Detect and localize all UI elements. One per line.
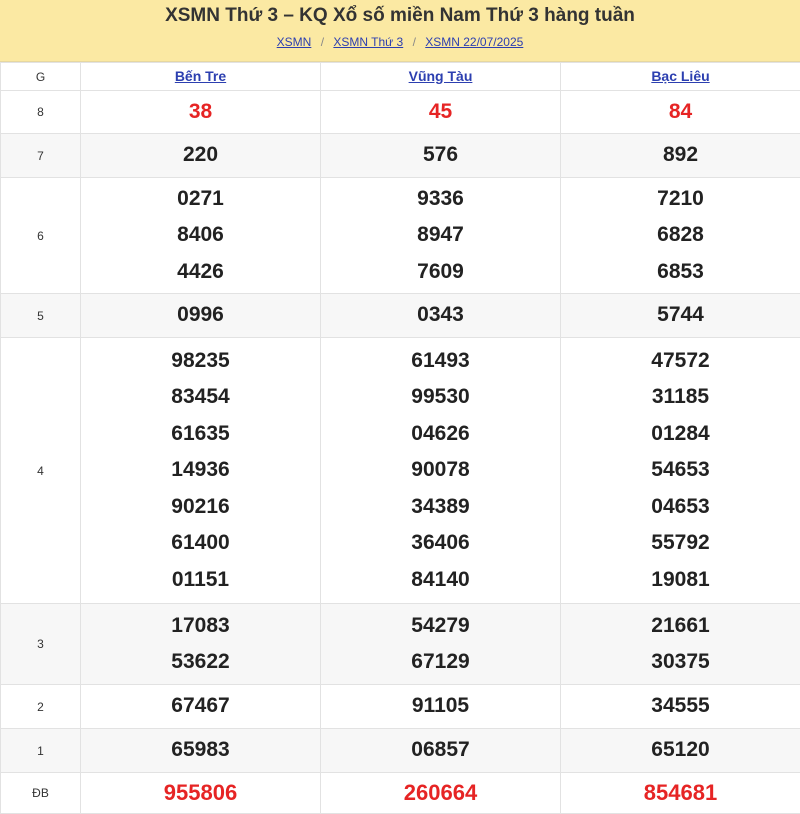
- table-row-g1: [1, 729, 800, 773]
- result-number: 220: [81, 137, 320, 174]
- table-row-g6: [1, 178, 800, 294]
- result-number: 65120: [561, 732, 800, 769]
- prize-column-header: G: [1, 63, 81, 91]
- breadcrumb-separator: /: [413, 35, 416, 49]
- result-number: 01151: [81, 562, 320, 599]
- table-row-g4: [1, 338, 800, 604]
- result-cell: [321, 91, 561, 134]
- result-number: 21661: [561, 608, 800, 645]
- result-cell: [321, 773, 561, 814]
- page-title: XSMN Thứ 3 – KQ Xổ số miền Nam Thứ 3 hàng tuần: [0, 5, 800, 27]
- result-number: 54653: [561, 452, 800, 489]
- result-number: 45: [321, 94, 560, 131]
- result-cell: [321, 685, 561, 729]
- result-cell: [81, 134, 321, 178]
- result-cell: [561, 178, 800, 294]
- result-number: 5744: [561, 297, 800, 334]
- result-number: 0996: [81, 297, 320, 334]
- result-cell: [81, 604, 321, 685]
- prize-label: 6: [1, 178, 81, 294]
- result-number: 84140: [321, 562, 560, 599]
- result-number: 38: [81, 94, 320, 131]
- result-cell: [561, 604, 800, 685]
- prize-label: 7: [1, 134, 81, 178]
- result-cell: [561, 91, 800, 134]
- result-number: 67467: [81, 688, 320, 725]
- result-number: 14936: [81, 452, 320, 489]
- breadcrumb: [0, 35, 800, 49]
- result-number: 0271: [81, 181, 320, 218]
- result-cell: [561, 134, 800, 178]
- result-number: 04626: [321, 416, 560, 453]
- province-link-baclieu[interactable]: Bạc Liêu: [651, 68, 709, 84]
- result-cell: [561, 685, 800, 729]
- result-number: 98235: [81, 343, 320, 380]
- prize-label: 4: [1, 338, 81, 604]
- table-row-g5: [1, 294, 800, 338]
- result-number: 6853: [561, 254, 800, 291]
- result-cell: [81, 294, 321, 338]
- result-number: 7609: [321, 254, 560, 291]
- result-cell: [321, 294, 561, 338]
- result-number: 30375: [561, 644, 800, 681]
- result-number: 84: [561, 94, 800, 131]
- table-row-g2: [1, 685, 800, 729]
- result-cell: [321, 338, 561, 604]
- province-header-vungtau: [321, 63, 561, 91]
- province-header-baclieu: [561, 63, 800, 91]
- result-cell: [81, 178, 321, 294]
- result-number: 6828: [561, 217, 800, 254]
- breadcrumb-separator: /: [321, 35, 324, 49]
- result-number: 31185: [561, 379, 800, 416]
- result-cell: [81, 773, 321, 814]
- result-cell: [561, 729, 800, 773]
- result-number: 8406: [81, 217, 320, 254]
- result-cell: [321, 134, 561, 178]
- result-number: 83454: [81, 379, 320, 416]
- province-header-bentre: [81, 63, 321, 91]
- result-number: 8947: [321, 217, 560, 254]
- table-row-g3: [1, 604, 800, 685]
- result-number: 19081: [561, 562, 800, 599]
- result-number: 260664: [321, 773, 560, 813]
- prize-label: 5: [1, 294, 81, 338]
- result-cell: [81, 685, 321, 729]
- result-number: 576: [321, 137, 560, 174]
- breadcrumb-link-date[interactable]: XSMN 22/07/2025: [425, 35, 523, 49]
- results-table: [0, 62, 800, 814]
- result-number: 61400: [81, 525, 320, 562]
- result-number: 61635: [81, 416, 320, 453]
- result-number: 55792: [561, 525, 800, 562]
- breadcrumb-link-xsmn[interactable]: XSMN: [277, 35, 312, 49]
- prize-label: 8: [1, 91, 81, 134]
- result-number: 01284: [561, 416, 800, 453]
- result-cell: [561, 338, 800, 604]
- result-number: 99530: [321, 379, 560, 416]
- prize-label: 1: [1, 729, 81, 773]
- result-number: 90078: [321, 452, 560, 489]
- result-number: 67129: [321, 644, 560, 681]
- province-link-bentre[interactable]: Bến Tre: [175, 68, 226, 84]
- result-number: 53622: [81, 644, 320, 681]
- result-number: 90216: [81, 489, 320, 526]
- result-cell: [561, 294, 800, 338]
- result-number: 65983: [81, 732, 320, 769]
- result-number: 34555: [561, 688, 800, 725]
- result-number: 34389: [321, 489, 560, 526]
- result-number: 892: [561, 137, 800, 174]
- result-number: 04653: [561, 489, 800, 526]
- table-row-special: [1, 773, 800, 814]
- table-row-g7: [1, 134, 800, 178]
- result-number: 91105: [321, 688, 560, 725]
- breadcrumb-link-xsmn-thu3[interactable]: XSMN Thứ 3: [333, 35, 403, 49]
- result-cell: [321, 729, 561, 773]
- result-number: 61493: [321, 343, 560, 380]
- page-header: [0, 0, 800, 62]
- result-number: 4426: [81, 254, 320, 291]
- result-number: 54279: [321, 608, 560, 645]
- result-number: 7210: [561, 181, 800, 218]
- result-number: 854681: [561, 773, 800, 813]
- result-number: 0343: [321, 297, 560, 334]
- result-number: 9336: [321, 181, 560, 218]
- table-row-g8: [1, 91, 800, 134]
- result-cell: [81, 729, 321, 773]
- result-cell: [81, 91, 321, 134]
- prize-label: 3: [1, 604, 81, 685]
- table-header-row: [1, 63, 800, 91]
- result-cell: [561, 773, 800, 814]
- result-number: 06857: [321, 732, 560, 769]
- prize-label: ĐB: [1, 773, 81, 814]
- result-cell: [81, 338, 321, 604]
- result-cell: [321, 178, 561, 294]
- prize-label: 2: [1, 685, 81, 729]
- province-link-vungtau[interactable]: Vũng Tàu: [409, 68, 473, 84]
- result-cell: [321, 604, 561, 685]
- result-number: 36406: [321, 525, 560, 562]
- result-number: 955806: [81, 773, 320, 813]
- result-number: 17083: [81, 608, 320, 645]
- result-number: 47572: [561, 343, 800, 380]
